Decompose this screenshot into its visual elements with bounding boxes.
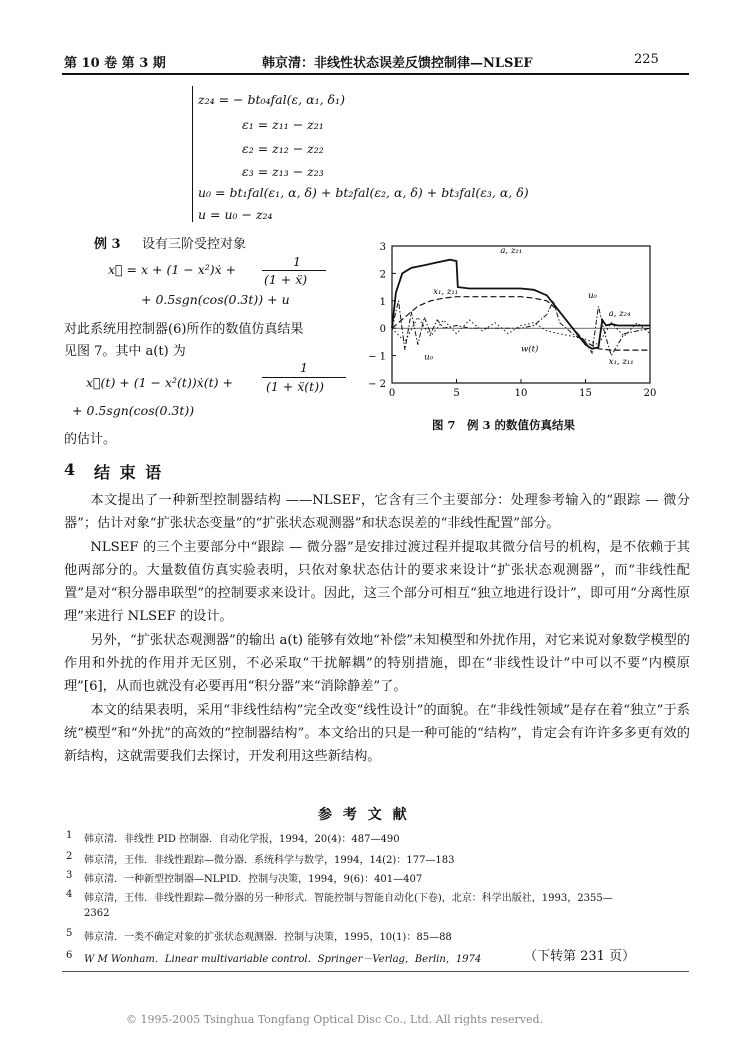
equation-eps1: ε₁ = z₁₁ − z₂₁ [242,117,324,132]
series-line [392,260,650,349]
y-tick-label: 3 [379,242,386,253]
reference-4-cont: 2362 [84,908,110,919]
continued-note: （下转第 231 页） [524,949,636,964]
x-tick-label: 5 [453,388,460,399]
section-number: 4 [64,460,76,479]
reference-2-num: 2 [66,851,73,862]
example-heading: 例 3 [94,237,121,252]
example-eq2-den: (1 + ẍ(t)) [266,379,324,394]
conclusion-body [64,489,690,769]
equation-eps2: ε₂ = z₁₂ − z₂₂ [242,141,324,156]
paragraph-3: 另外，“扩张状态观测器”的输出 a(t) 能够有效地“补偿”未知模型和外扰作用，对它来说对象数学模型的作用和外扰的作用并无区别，不必采取“干扰解耦”的特别措施，即在“非线性设计”中可以不要“内模原理”[6]，从而也就没有必要再用“积分器”来“消除静差”了。 [64,632,690,695]
paragraph-4: 本文的结果表明，采用“非线性结构”完全改变“线性设计”的面貌。在“非线性领域”是存在着“独立”于系统“模型”和“外扰”的高效的“控制器结构”。本文给出的只是一种可能的“结构”，肯定会有许许多多更有效的新结构，这就需要我们去探讨，开发利用这些新结构。 [64,702,690,765]
copyright-footer: © 1995-2005 Tsinghua Tongfang Optical Disc Co., Ltd. All rights reserved. [126,1013,544,1026]
example-eq1-den: (1 + ẍ) [264,272,308,287]
curve-label: w(t) [521,344,539,355]
example-eq2-lhs: x⃛(t) + (1 − x²(t))ẋ(t) + [86,375,233,390]
y-tick-label: 1 [379,296,386,308]
series-line [392,317,650,344]
curve-label: u₀ [424,352,434,363]
reference-4-num: 4 [66,889,73,900]
section-title: 结 束 语 [94,463,164,482]
reference-6: W M Wonham．Linear multivariable control．Springer－Verlag，Berlin，1974 [84,954,482,965]
example-eq1-fracbar [262,270,326,271]
curve-label: a, z₂₄ [608,308,631,319]
page-number: 225 [634,52,659,67]
y-tick-label: 0 [379,324,386,336]
reference-2: 韩京清，王伟．非线性跟踪—微分器．系统科学与数学，1994，14(2)：177—183 [84,855,455,866]
example-eq1-num: 1 [293,254,301,269]
equation-eps3: ε₃ = z₁₃ − z₂₃ [242,164,324,179]
reference-3: 韩京清．一种新型控制器—NLPID．控制与决策，1994，9(6)：401—407 [84,874,423,885]
example-eq2-fracbar [262,377,346,378]
figure-7-chart [362,236,662,408]
reference-1-num: 1 [66,830,73,841]
references-title: 参 考 文 献 [318,807,410,823]
y-tick-label: − 2 [368,379,386,390]
curve-label: u₀ [588,291,597,302]
x-tick-label: 15 [579,388,592,399]
figure-7-caption: 图 7 例 3 的数值仿真结果 [432,418,576,432]
y-tick-label: 2 [379,269,386,281]
curve-label: a, z₂₁ [500,245,523,256]
curve-label: x₁, z₁₁ [608,356,634,367]
equation-u0: u₀ = bt₁fal(ε₁, α, δ) + bt₂fal(ε₂, α, δ) + bt₃fal(ε₃, α, δ) [198,185,529,200]
reference-3-num: 3 [66,870,73,881]
example-eq2-num: 1 [300,360,308,375]
bottom-rule [62,971,689,972]
y-tick-label: − 1 [368,351,386,363]
x-tick-label: 20 [643,388,657,399]
curve-label: x₁, z₁₁ [433,286,459,297]
reference-6-num: 6 [66,950,73,961]
header-rule [62,73,689,75]
reference-5-num: 5 [66,928,73,939]
reference-5: 韩京清．一类不确定对象的扩张状态观测器．控制与决策，1995，10(1)：85—88 [84,932,452,943]
running-header-title: 韩京清：非线性状态误差反馈控制律—NLSEF [262,56,533,71]
x-tick-label: 10 [514,388,528,399]
reference-1: 韩京清．非线性 PID 控制器．自动化学报，1994，20(4)：487—490 [84,834,400,845]
equation-u: u = u₀ − z₂₄ [198,207,273,222]
equation-bracket [192,86,193,222]
example-eq1-lhs: x⃛ = x + (1 − x²)ẋ + [108,262,237,277]
example-text-1: 对此系统用控制器(6)所作的数值仿真结果 [64,322,304,337]
paragraph-2: NLSEF 的三个主要部分中“跟踪 — 微分器”是安排过渡过程并提取其微分信号的机构，是不依赖于其他两部分的。大量数值仿真实验表明，只依对象状态估计的要求来设计“扩张状态观测器”，而“非线性配置”是对“积分器串联型”的控制要求来设计。因此，这三个部分可相互“独立地进行设计”，即可用“分离性原理”来进行 NLSEF 的设计。 [64,539,690,625]
example-eq2-cont: + 0.5sgn(cos(0.3t)) [72,403,195,418]
example-intro: 设有三阶受控对象 [142,237,247,252]
paragraph-1: 本文提出了一种新型控制器结构 ——NLSEF，它含有三个主要部分：处理参考输入的“跟踪 — 微分器”；估计对象“扩张状态变量”的“扩张状态观测器”和状态误差的“非线性配置”部分。 [64,493,690,532]
x-tick-label: 0 [388,388,396,399]
equation-z24: z₂₄ = − bt₀₄fal(ε, α₁, δ₁) [198,92,345,107]
example-text-2: 见图 7。其中 a(t) 为 [64,344,186,359]
running-header-left: 第 10 卷 第 3 期 [64,56,166,71]
reference-4: 韩京清，王伟．非线性跟踪—微分器的另一种形式．智能控制与智能自动化(下卷)，北京：科学出版社，1993，2355— [84,893,613,904]
example-text-3: 的估计。 [64,432,117,447]
example-eq1-cont: + 0.5sgn(cos(0.3t)) + u [141,292,290,307]
